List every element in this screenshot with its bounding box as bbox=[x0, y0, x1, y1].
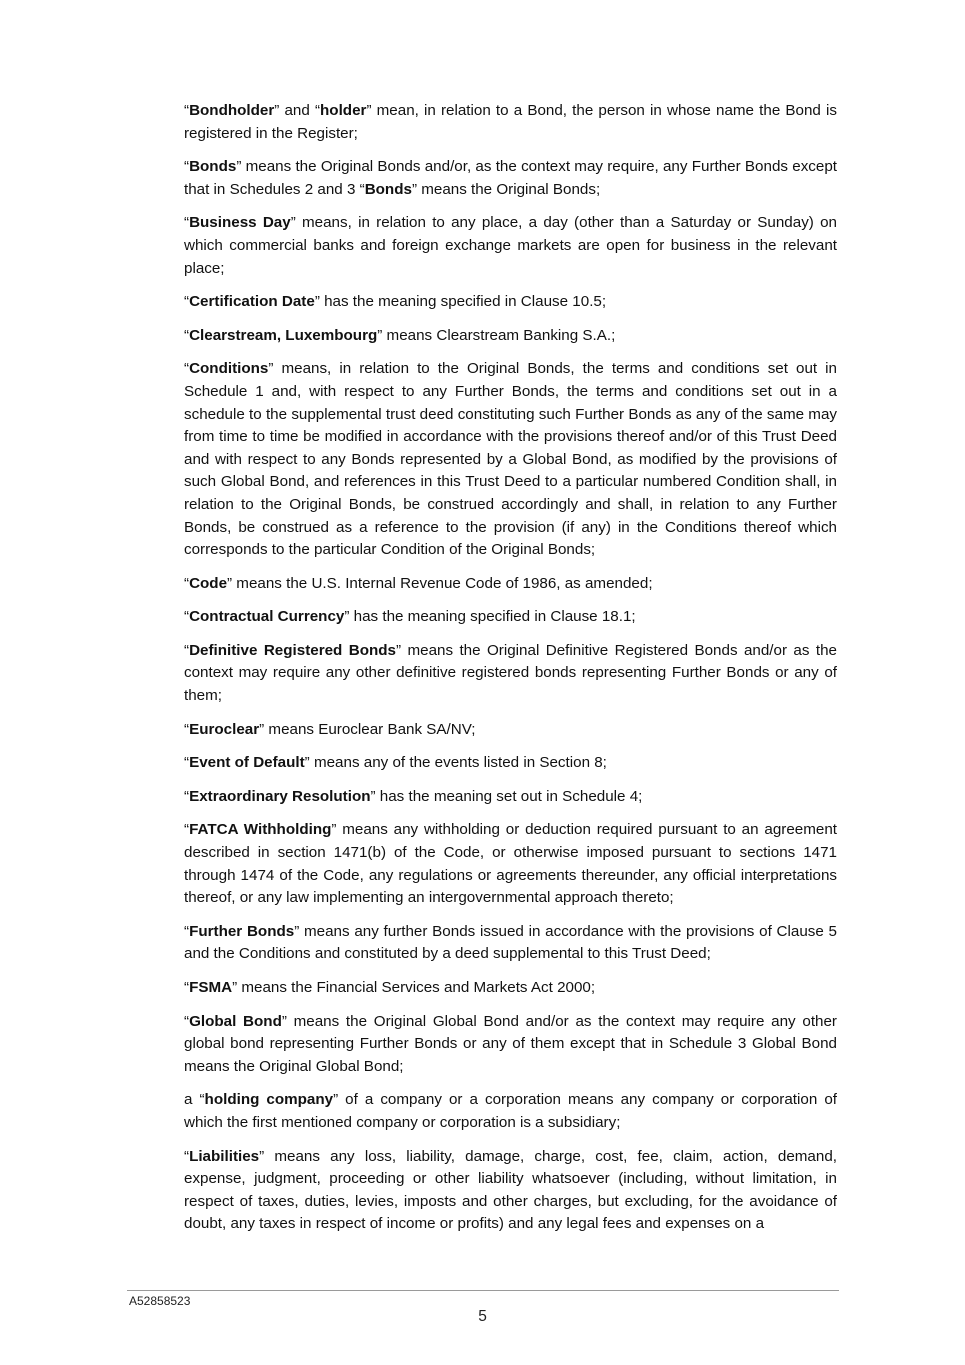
definition-euroclear: “Euroclear” means Euroclear Bank SA/NV; bbox=[184, 720, 476, 738]
defined-term: Bonds bbox=[189, 158, 237, 176]
defined-term: FSMA bbox=[189, 979, 233, 996]
definition-fsma: “FSMA” means the Financial Services and Markets Act 2000; bbox=[184, 979, 596, 996]
defined-term: Conditions bbox=[189, 360, 269, 378]
definition-holding-company: a “holding company” of a company or a corporation means any company or corporation of which the first mentioned company or corporation is a subsidiary; bbox=[184, 1091, 837, 1131]
definition-extraordinary-resolution: “Extraordinary Resolution” has the meaning set out in Schedule 4; bbox=[184, 787, 643, 805]
defined-term: Bondholder bbox=[189, 102, 275, 119]
definition-further-bonds: “Further Bonds” means any further Bonds issued in accordance with the provisions of Clause 5 and the Conditions and constituted by a deed supplemental to this Trust Deed; bbox=[184, 922, 837, 963]
defined-term: Extraordinary Resolution bbox=[189, 787, 371, 805]
definition-definitive-registered-bonds: “Definitive Registered Bonds” means the Original Definitive Registered Bonds and/or as the context may require any other definitive registered bonds representing Further Bonds or any of them; bbox=[184, 641, 837, 705]
document-body bbox=[184, 100, 837, 1247]
defined-term: Code bbox=[189, 574, 228, 592]
definition-contractual-currency: “Contractual Currency” has the meaning specified in Clause 18.1; bbox=[184, 608, 636, 626]
defined-term: Event of Default bbox=[189, 754, 305, 772]
definition-liabilities: “Liabilities” means any loss, liability, damage, charge, cost, fee, claim, action, demand, expense, judgment, proceeding or other liability whatsoever (including, without limitation, in respect of taxes, duties, levies, imposts and other charges, but excluding, for the avoidance of doubt, any taxes in respect of income or profits) and any legal fees and expenses on a bbox=[184, 1147, 837, 1233]
footer-divider bbox=[127, 1290, 839, 1291]
definition-conditions: “Conditions” means, in relation to the Original Bonds, the terms and conditions set out in Schedule 1 and, with respect to any Further Bonds, the terms and conditions set out in a schedule to the supplemental trust deed constituting such Further Bonds as any of the same may from time to time be modified in accordance with the provisions thereof and/or of this Trust Deed and with respect to any Bonds represented by a Global Bond, as modified by the provisions of such Global Bond, and references in this Trust Deed to a particular numbered Condition shall, in relation to the Original Bonds, be construed accordingly and shall, in relation to any Further Bonds, be construed as a reference to the provision (if any) in the Conditions thereof which corresponds to the particular Condition of the Original Bonds; bbox=[184, 360, 837, 559]
defined-term: Certification Date bbox=[189, 293, 315, 311]
definition-bondholder: “Bondholder” and “holder” mean, in relation to a Bond, the person in whose name the Bond is registered in the Register; bbox=[184, 102, 837, 142]
defined-term: Global Bond bbox=[189, 1012, 282, 1030]
defined-term: Liabilities bbox=[189, 1147, 260, 1165]
defined-term: Further Bonds bbox=[189, 922, 295, 940]
definition-business-day: “Business Day” means, in relation to any place, a day (other than a Saturday or Sunday) on which commercial banks and foreign exchange markets are open for business in the relevant place; bbox=[184, 214, 837, 277]
definition-bonds: “Bonds” means the Original Bonds and/or, as the context may require, any Further Bonds except that in Schedules 2 and 3 “Bonds” means the Original Bonds; bbox=[184, 158, 837, 198]
defined-term: Bonds bbox=[364, 180, 412, 198]
defined-term: Euroclear bbox=[189, 720, 260, 738]
definition-global-bond: “Global Bond” means the Original Global Bond and/or as the context may require any other global bond representing Further Bonds or any of them except that in Schedule 3 Global Bond means the Original Global Bond; bbox=[184, 1012, 837, 1075]
defined-term: Business Day bbox=[189, 214, 291, 232]
defined-term: holder bbox=[320, 102, 367, 119]
page-number: 5 bbox=[478, 1308, 487, 1325]
definition-code: “Code” means the U.S. Internal Revenue Code of 1986, as amended; bbox=[184, 574, 653, 592]
definition-certification-date: “Certification Date” has the meaning specified in Clause 10.5; bbox=[184, 293, 607, 311]
defined-term: Clearstream, Luxembourg bbox=[189, 326, 378, 344]
defined-term: FATCA Withholding bbox=[189, 821, 332, 839]
document-reference: A52858523 bbox=[129, 1294, 191, 1308]
defined-term: holding company bbox=[204, 1091, 334, 1109]
definition-fatca-withholding: “FATCA Withholding” means any withholding or deduction required pursuant to an agreement described in section 1471(b) of the Code, or otherwise imposed pursuant to sections 1471 through 1474 of the Code, any regulations or agreements thereunder, any official interpretations thereof, or any law implementing an intergovernmental approach thereto; bbox=[184, 821, 837, 907]
defined-term: Definitive Registered Bonds bbox=[189, 641, 396, 659]
definition-clearstream: “Clearstream, Luxembourg” means Clearstream Banking S.A.; bbox=[184, 326, 616, 344]
defined-term: Contractual Currency bbox=[189, 608, 345, 626]
definition-event-of-default: “Event of Default” means any of the events listed in Section 8; bbox=[184, 754, 607, 772]
